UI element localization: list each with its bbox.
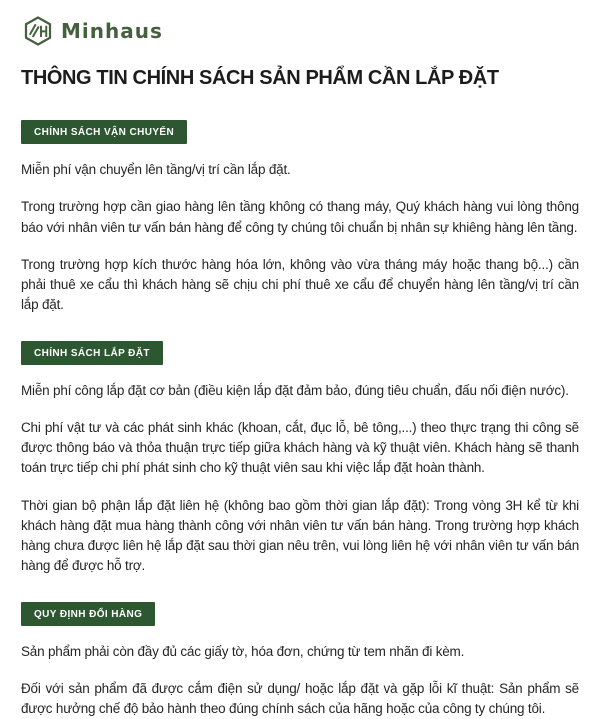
- policy-paragraph: Miễn phí công lắp đặt cơ bản (điều kiện lắp đặt đảm bảo, đúng tiêu chuẩn, đấu nối điện nước).: [21, 381, 579, 401]
- policy-paragraph: Chi phí vật tư và các phát sinh khác (khoan, cắt, đục lỗ, bê tông,...) theo thực trạng thi công sẽ được thông báo và thỏa thuận trực tiếp giữa khách hàng và kỹ thuật viên. Khách hàng sẽ thanh toán trực tiếp chi phí phát sinh cho kỹ thuật viên sau khi việc lắp đặt hoàn thành.: [21, 418, 579, 479]
- section-exchange-rules: [21, 594, 579, 719]
- brand-name: Minhaus: [61, 19, 163, 43]
- section-shipping-policy: [21, 112, 579, 316]
- policy-paragraph: Miễn phí vận chuyển lên tầng/vị trí cần lắp đặt.: [21, 160, 579, 180]
- exchange-rules-badge: QUY ĐỊNH ĐỔI HÀNG: [21, 602, 155, 626]
- policy-paragraph: Trong trường hợp cần giao hàng lên tầng không có thang máy, Quý khách hàng vui lòng thông báo với nhân viên tư vấn bán hàng để công ty chúng tôi chuẩn bị nhân sự khiêng hàng lên tầng.: [21, 197, 579, 238]
- installation-policy-badge: CHÍNH SÁCH LẮP ĐẶT: [21, 341, 163, 365]
- page-title: THÔNG TIN CHÍNH SÁCH SẢN PHẨM CẦN LẮP ĐẶT: [21, 66, 579, 90]
- section-installation-policy: [21, 333, 579, 577]
- brand-logo: [23, 16, 579, 46]
- shipping-policy-badge: CHÍNH SÁCH VẬN CHUYỂN: [21, 120, 187, 144]
- policy-paragraph: Trong trường hợp kích thước hàng hóa lớn, không vào vừa tháng máy hoặc thang bộ...) cần phải thuê xe cẩu thì khách hàng sẽ chịu chi phí thuê xe cẩu để chuyển hàng lên tầng/vị trí cần lắp đặt.: [21, 255, 579, 316]
- minhaus-hexagon-logo-icon: [23, 16, 53, 46]
- policy-paragraph: Thời gian bộ phận lắp đặt liên hệ (không bao gồm thời gian lắp đặt): Trong vòng 3H kể từ khi khách hàng đặt mua hàng thành công với nhân viên tư vấn bán hàng. Trong trường hợp khách hàng chưa được liên hệ lắp đặt sau thời gian nêu trên, vui lòng liên hệ với nhân viên tư vấn bán hàng để được hỗ trợ.: [21, 496, 579, 577]
- policy-paragraph: Đối với sản phẩm đã được cắm điện sử dụng/ hoặc lắp đặt và gặp lỗi kĩ thuật: Sản phẩm sẽ được hưởng chế độ bảo hành theo đúng chính sách của hãng hoặc của công ty chúng tôi.: [21, 679, 579, 719]
- policy-paragraph: Sản phẩm phải còn đầy đủ các giấy tờ, hóa đơn, chứng từ tem nhãn đi kèm.: [21, 642, 579, 662]
